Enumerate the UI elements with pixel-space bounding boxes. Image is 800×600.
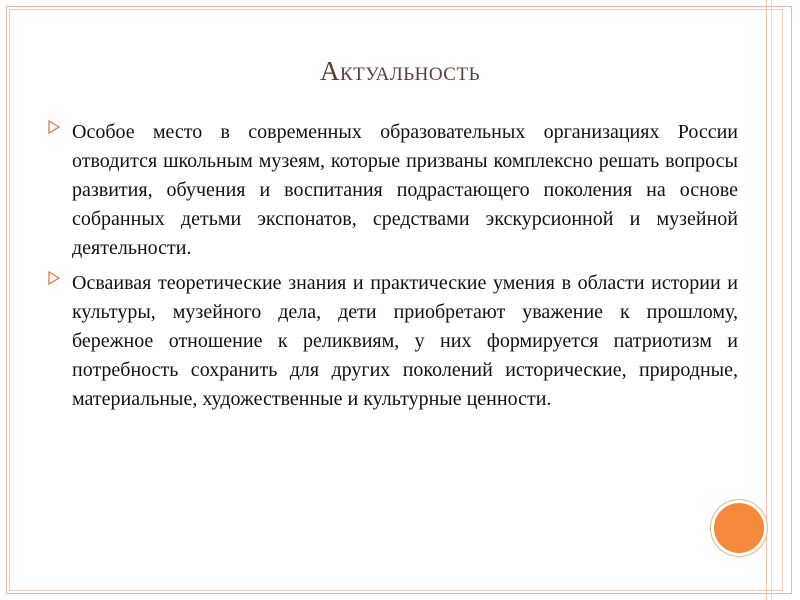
bullet-text: Осваивая теоретические знания и практические умения в области истории и культуры, музейного дела, дети приобретают уважение к прошлому, бережное отношение к реликвиям, у них формируется патриотизм и потребность сохранить для других поколений исторические, природные, материальные, художественные и культурные ценности. [72, 272, 738, 410]
hollow-triangle-bullet-icon [48, 271, 60, 290]
slide-content [48, 118, 738, 420]
hollow-triangle-bullet-icon [48, 120, 60, 139]
slide-title: Актуальность [320, 56, 480, 86]
frame-vertical-line [766, 0, 767, 600]
bullet-text: Особое место в современных образовательных организациях России отводится школьным музеям, которые призваны комплексно решать вопросы развития, обучения и воспитания подрастающего поколения на основе собранных детьми экспонатов, средствами экскурсионной и музейной деятельности. [72, 121, 738, 259]
bullet-item [48, 269, 738, 414]
orange-circle-decoration [711, 500, 767, 556]
frame-vertical-line-secondary [771, 0, 772, 600]
bullet-item [48, 118, 738, 263]
